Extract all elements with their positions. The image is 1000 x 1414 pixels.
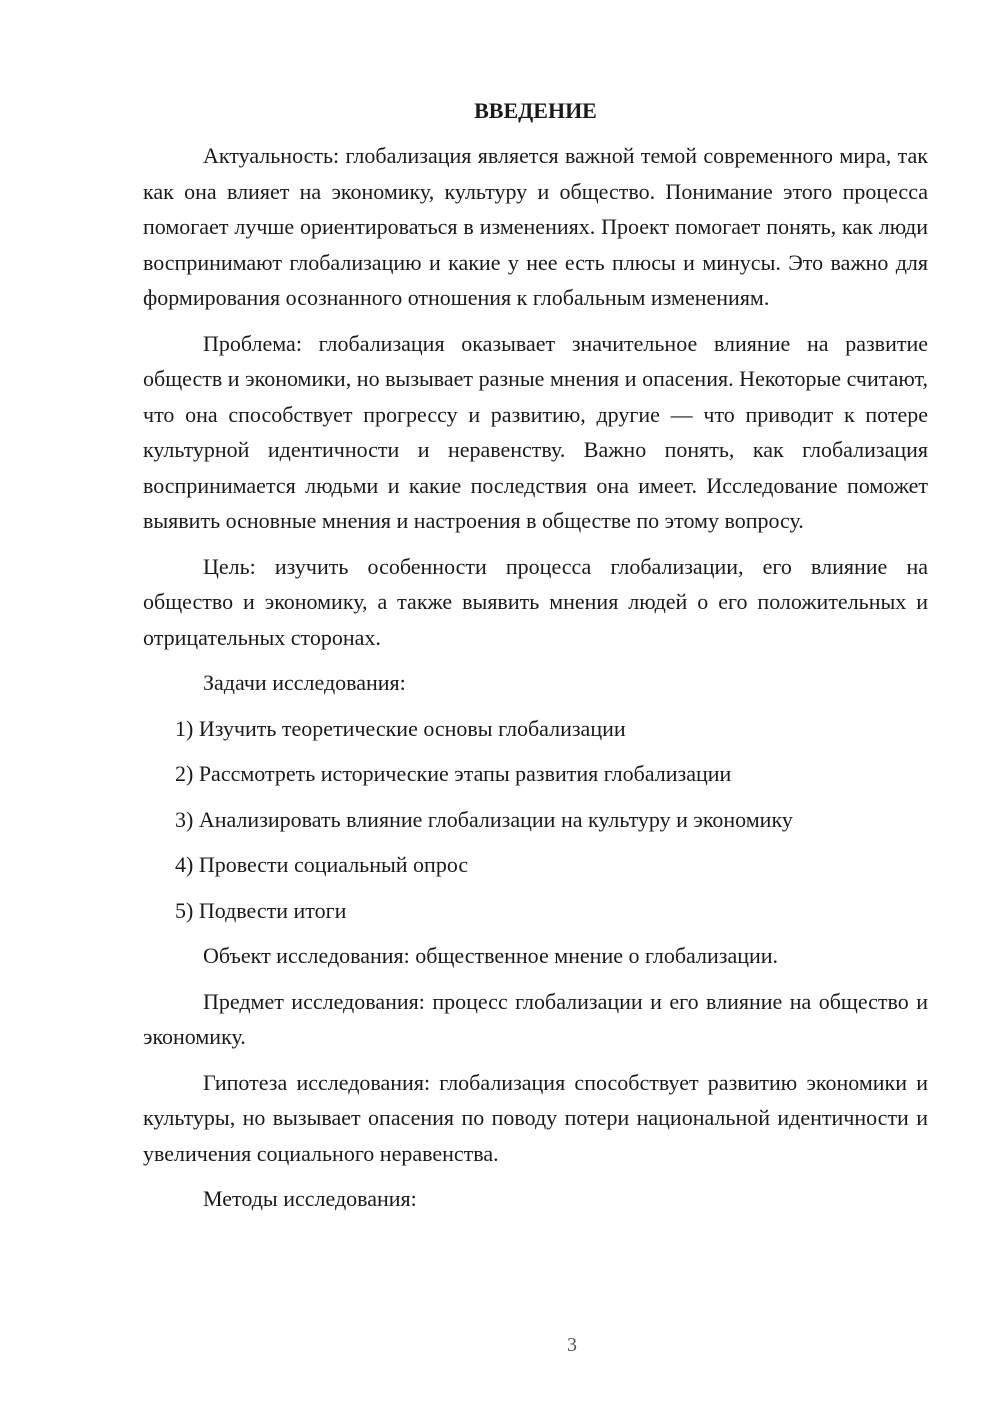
paragraph-problem: Проблема: глобализация оказывает значительное влияние на развитие обществ и экономики, но вызывает разные мнения и опасения. Некоторые считают, что она способствует прогрессу и развитию, другие — что приводит к потере культурной идентичности и неравенству. Важно понять, как глобализация воспринимается людьми и какие последствия она имеет. Исследование поможет выявить основные мнения и настроения в обществе по этому вопросу. xyxy=(143,330,928,533)
page-content xyxy=(143,96,928,1227)
list-item: 5) Подвести итоги xyxy=(175,897,347,923)
tasks-label: Задачи исследования: xyxy=(203,670,406,695)
paragraph-relevance: Актуальность: глобализация является важной темой современного мира, так как она влияет на экономику, культуру и общество. Понимание этого процесса помогает лучше ориентироваться в изменениях. Проект помогает понять, как люди воспринимают глобализацию и какие у нее есть плюсы и минусы. Это важно для формирования осознанного отношения к глобальным изменениям. xyxy=(143,143,928,310)
paragraph-hypothesis: Гипотеза исследования: глобализация способствует развитию экономики и культуры, но вызывает опасения по поводу потери национальной идентичности и увеличения социального неравенства. xyxy=(143,1069,928,1166)
section-heading: ВВЕДЕНИЕ xyxy=(474,98,597,123)
methods-label: Методы исследования: xyxy=(203,1186,417,1211)
paragraph-object: Объект исследования: общественное мнение о глобализации. xyxy=(203,943,779,968)
list-item: 3) Анализировать влияние глобализации на культуру и экономику xyxy=(175,806,793,832)
list-item: 1) Изучить теоретические основы глобализации xyxy=(175,715,626,741)
list-item: 4) Провести социальный опрос xyxy=(175,852,469,877)
tasks-list xyxy=(143,711,928,929)
paragraph-goal: Цель: изучить особенности процесса глобализации, его влияние на общество и экономику, а также выявить мнения людей о его положительных и отрицательных сторонах. xyxy=(143,553,928,650)
page-number: 3 xyxy=(567,1334,577,1356)
paragraph-subject: Предмет исследования: процесс глобализации и его влияние на общество и экономику. xyxy=(143,988,928,1049)
list-item: 2) Рассмотреть исторические этапы развития глобализации xyxy=(175,761,732,786)
